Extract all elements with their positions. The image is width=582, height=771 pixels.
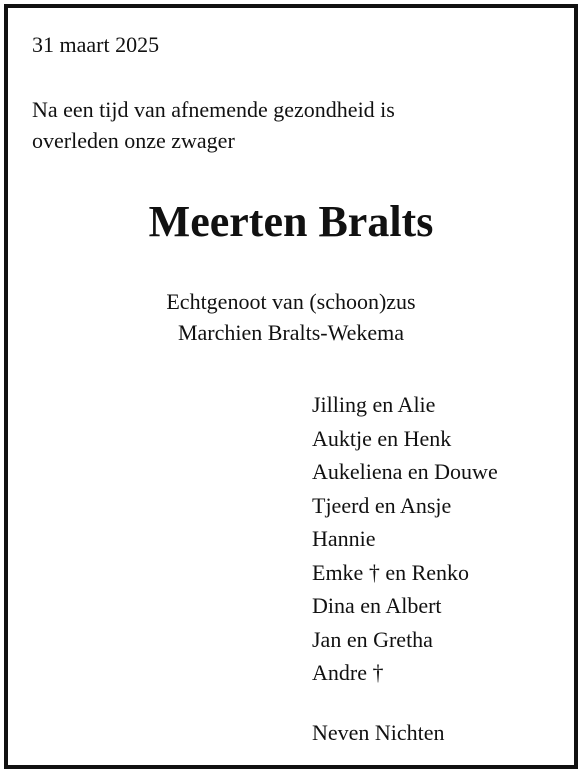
notice-date: 31 maart 2025	[32, 32, 160, 57]
relation-text	[8, 286, 574, 348]
family-member: Hannie	[312, 526, 376, 551]
family-list	[312, 388, 498, 690]
closing-names: Neven Nichten	[312, 720, 445, 745]
family-member: Emke † en Renko	[312, 559, 470, 585]
family-member: Dina en Albert	[312, 593, 442, 618]
intro-line-1: Na een tijd van afnemende gezondheid is	[32, 97, 395, 122]
family-member: Jilling en Alie	[312, 392, 436, 417]
family-member: Tjeerd en Ansje	[312, 492, 452, 518]
family-member: Jan en Gretha	[312, 626, 433, 652]
obituary-notice	[4, 4, 578, 769]
deceased-name: Meerten Bralts	[148, 197, 434, 246]
family-member: Andre †	[312, 660, 384, 685]
relation-line-1: Echtgenoot van (schoon)zus	[166, 289, 416, 314]
relation-line-2: Marchien Bralts-Wekema	[177, 320, 405, 345]
intro-line-2: overleden onze zwager	[32, 128, 235, 153]
intro-text	[32, 94, 395, 156]
family-member: Auktje en Henk	[312, 425, 452, 451]
family-member: Aukeliena en Douwe	[312, 459, 498, 484]
